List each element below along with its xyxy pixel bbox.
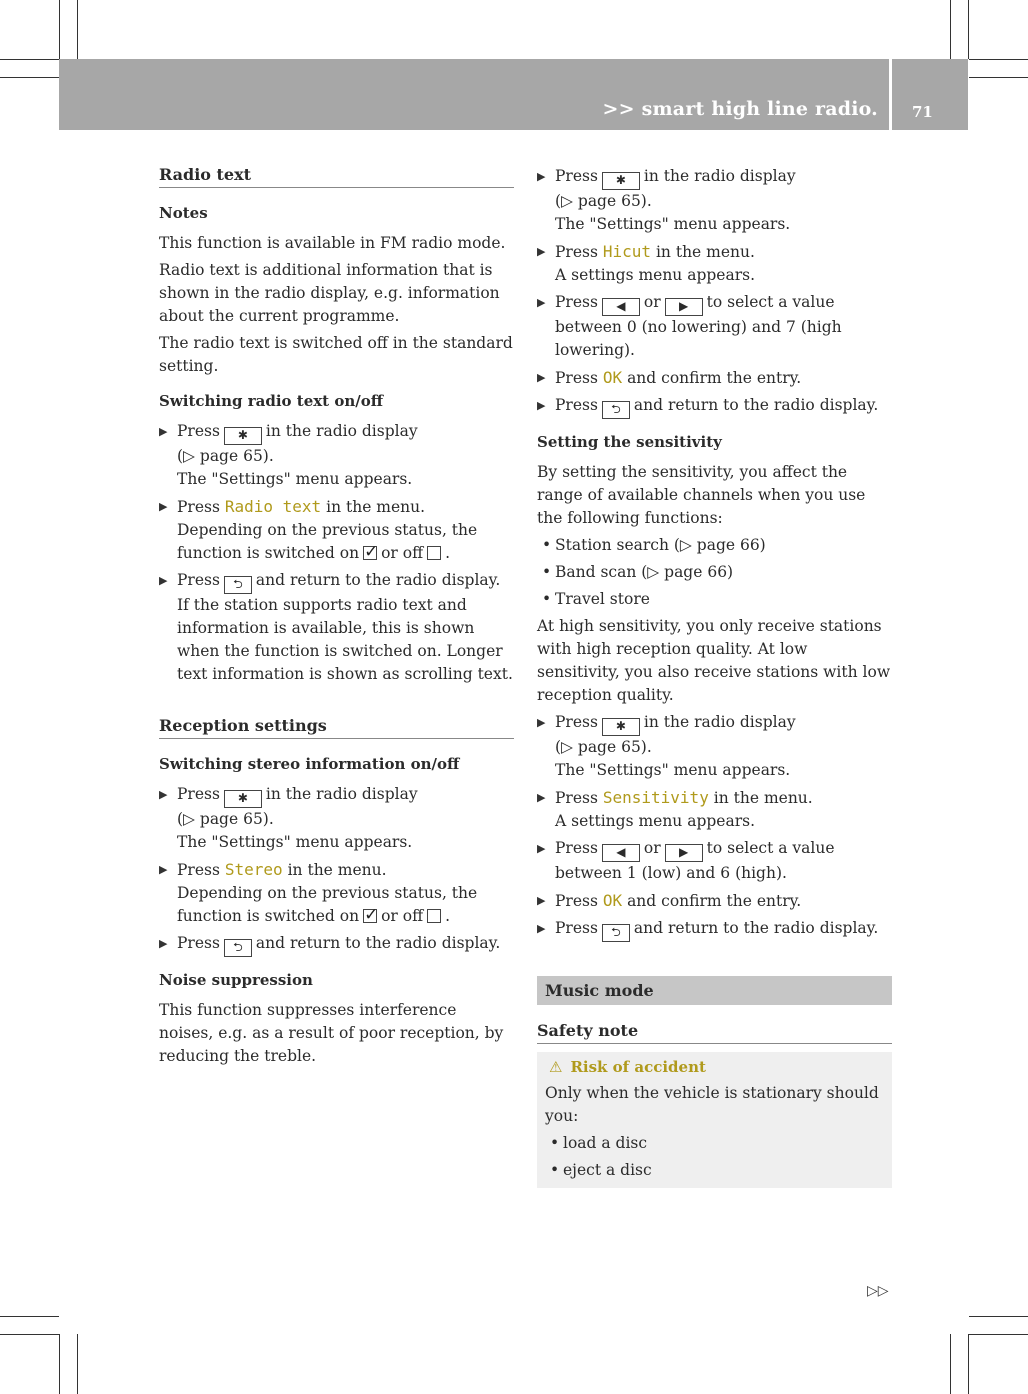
instruction-step: ▶ Press ⮌ and return to the radio display. [537, 917, 892, 942]
page-number: 71 [912, 103, 933, 121]
instruction-step: ▶ Press Stereo in the menu. Depending on the previous status, the function is switched on✓ or off . [159, 858, 514, 928]
section-heading-music-mode: Music mode [537, 976, 892, 1005]
list-item: • load a disc [545, 1132, 884, 1155]
menu-item-ok: OK [602, 368, 623, 387]
crop-mark [969, 1334, 1028, 1335]
header-divider [889, 59, 892, 130]
instruction-step: ▶ Press ⮌ and return to the radio display. [159, 932, 514, 957]
crop-mark [950, 1334, 951, 1394]
notes-heading: Notes [159, 204, 208, 222]
switch-radio-text-heading: Switching radio text on/off [159, 392, 384, 410]
instruction-step: ▶ Press ✱ in the radio display (▷ page 65). The "Settings" menu appears. [537, 165, 892, 236]
instruction-step: ▶ Press Sensitivity in the menu. A settings menu appears. [537, 786, 892, 833]
continue-marker: ▷▷ [867, 1283, 889, 1299]
back-icon: ⮌ [224, 576, 252, 594]
warning-title: ⚠ Risk of accident [549, 1058, 706, 1076]
crop-mark [77, 1334, 78, 1394]
left-column [159, 165, 514, 1072]
list-item: • Band scan (▷ page 66) [537, 561, 892, 584]
arrow-left-icon: ◀ [602, 844, 640, 862]
notes-paragraph: This function is available in FM radio mode. [159, 234, 506, 252]
checkbox-checked-icon [363, 909, 377, 923]
checkbox-empty-icon [427, 546, 441, 560]
crop-mark [969, 59, 1028, 60]
checkbox-empty-icon [427, 909, 441, 923]
instruction-step: ▶ Press ✱ in the radio display (▷ page 65). The "Settings" menu appears. [159, 783, 514, 854]
gear-icon: ✱ [224, 427, 262, 445]
crop-mark [969, 1316, 1028, 1317]
list-item: • Station search (▷ page 66) [537, 534, 892, 557]
instruction-step: ▶ Press OK and confirm the entry. [537, 366, 892, 390]
crop-mark [950, 0, 951, 59]
instruction-step: ▶ Press ⮌ and return to the radio display. [537, 394, 892, 419]
gear-icon: ✱ [224, 790, 262, 808]
menu-item-ok: OK [602, 891, 623, 910]
menu-item-stereo: Stereo [224, 860, 283, 879]
gear-icon: ✱ [602, 718, 640, 736]
section-heading-reception: Reception settings [159, 716, 514, 739]
section-heading-radio-text: Radio text [159, 165, 514, 188]
stereo-heading: Switching stereo information on/off [159, 755, 460, 773]
gear-icon: ✱ [602, 172, 640, 190]
instruction-step: ▶ Press OK and confirm the entry. [537, 889, 892, 913]
crop-mark [0, 77, 59, 78]
instruction-step: ▶ Press ◀ or ▶ to select a value between 1 (low) and 6 (high). [537, 837, 892, 885]
crop-mark [0, 1316, 59, 1317]
crop-mark [59, 0, 60, 59]
crop-mark [77, 0, 78, 59]
noise-heading: Noise suppression [159, 971, 313, 989]
warning-box [537, 1052, 892, 1188]
warning-text: Only when the vehicle is stationary should you: [545, 1084, 879, 1125]
crop-mark [968, 0, 969, 59]
notes-paragraph: Radio text is additional information that is shown in the radio display, e.g. information about the current programme. [159, 261, 500, 325]
instruction-step: ▶ Press Radio text in the menu. Depending on the previous status, the function is switched on✓ or off . [159, 495, 514, 565]
menu-item-radio-text: Radio text [224, 497, 322, 516]
instruction-step: ▶ Press ◀ or ▶ to select a value between 0 (no lowering) and 7 (high lowering). [537, 291, 892, 362]
safety-note-heading: Safety note [537, 1021, 892, 1044]
back-icon: ⮌ [602, 401, 630, 419]
back-icon: ⮌ [224, 939, 252, 957]
crop-mark [0, 1334, 59, 1335]
checkbox-checked-icon [363, 546, 377, 560]
arrow-left-icon: ◀ [602, 298, 640, 316]
menu-item-hicut: Hicut [602, 242, 652, 261]
crop-mark [0, 59, 59, 60]
arrow-right-icon: ▶ [665, 844, 703, 862]
sensitivity-heading: Setting the sensitivity [537, 433, 722, 451]
instruction-step: ▶ Press ✱ in the radio display (▷ page 65). The "Settings" menu appears. [537, 711, 892, 782]
noise-paragraph: This function suppresses interference noises, e.g. as a result of poor reception, by reducing the treble. [159, 1001, 504, 1065]
list-item: • eject a disc [545, 1159, 884, 1182]
arrow-right-icon: ▶ [665, 298, 703, 316]
sensitivity-intro: By setting the sensitivity, you affect the range of available channels when you use the following functions: [537, 463, 866, 527]
notes-paragraph: The radio text is switched off in the standard setting. [159, 334, 513, 375]
crop-mark [59, 1334, 60, 1394]
instruction-step: ▶ Press ⮌ and return to the radio display. If the station supports radio text and information is available, this is shown when the function is switched on. Longer text information is shown as scrolling text. [159, 569, 514, 686]
instruction-step: ▶ Press ✱ in the radio display (▷ page 65). The "Settings" menu appears. [159, 420, 514, 491]
crop-mark [969, 77, 1028, 78]
warning-triangle-icon: ⚠ [549, 1058, 563, 1076]
sensitivity-text: At high sensitivity, you only receive stations with high reception quality. At low sensitivity, you also receive stations with low reception quality. [537, 617, 891, 704]
right-column [537, 165, 892, 1188]
header-title: >> smart high line radio. [602, 98, 878, 120]
back-icon: ⮌ [602, 924, 630, 942]
instruction-step: ▶ Press Hicut in the menu. A settings menu appears. [537, 240, 892, 287]
crop-mark [968, 1334, 969, 1394]
menu-item-sensitivity: Sensitivity [602, 788, 709, 807]
list-item: • Travel store [537, 588, 892, 611]
